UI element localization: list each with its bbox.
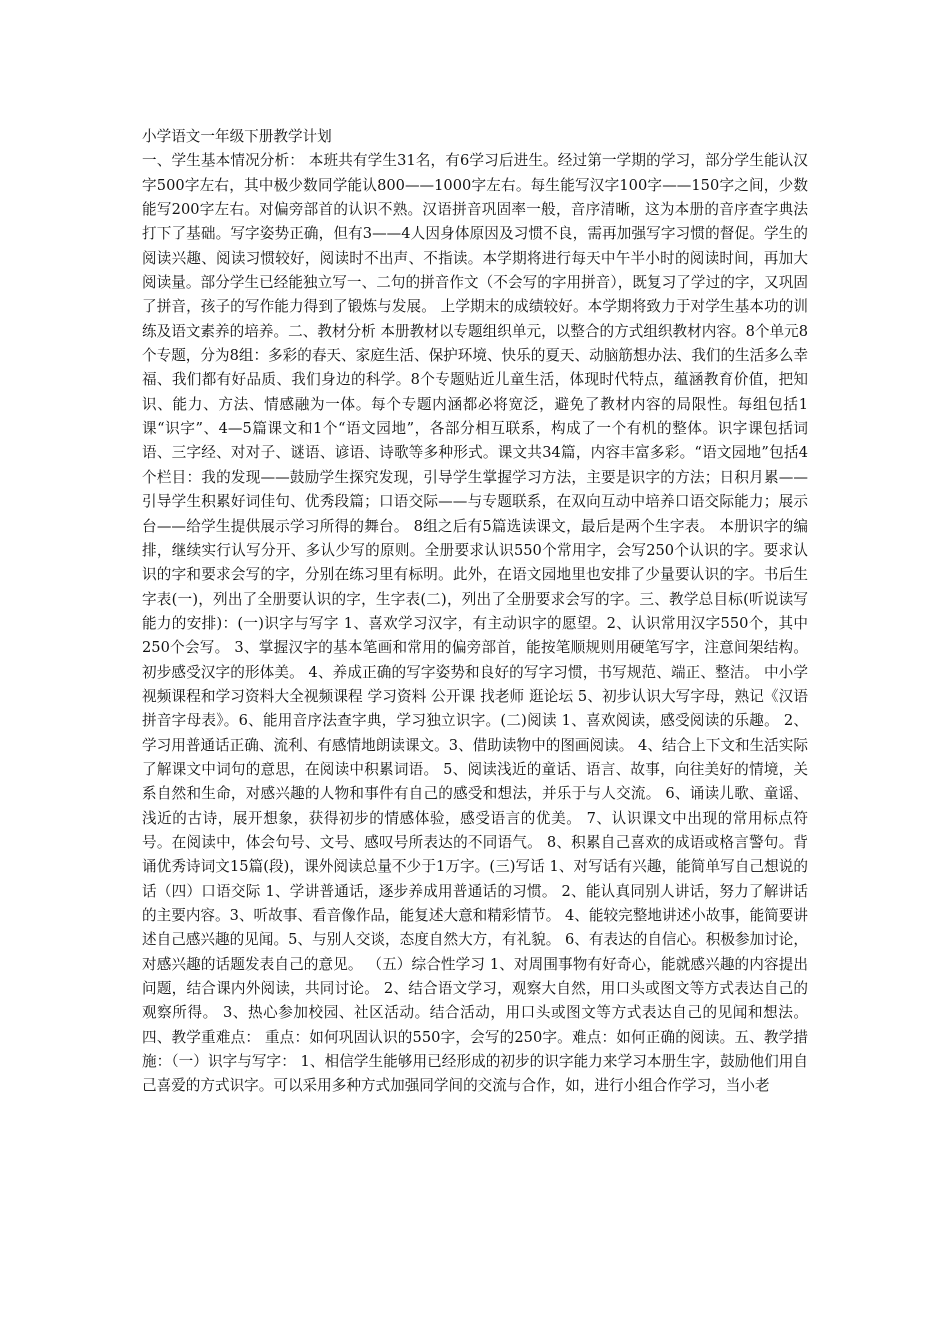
document-title: 小学语文一年级下册教学计划 [142, 128, 332, 145]
document-body-text: 一、学生基本情况分析： 本班共有学生31名，有6学习后进生。经过第一学期的学习，部分学生能认汉字500字左右，其中极少数同学能认800——1000字左右。每生能写汉字100字——150字之间，少数能写200字左右。对偏旁部首的认识不熟。汉语拼音巩固率一般，音序清晰，这为本册的音序查字典法打下了基础。写字姿势正确，但有3——4人因身体原因及习惯不良，需再加强写字习惯的督促。学生的阅读兴趣、阅读习惯较好，阅读时不出声、不指读。本学期将进行每天中午半小时的阅读时间，再加大阅读量。部分学生已经能独立写一、二句的拼音作文（不会写的字用拼音），既复习了学过的字，又巩固了拼音，孩子的写作能力得到了锻炼与发展。 上学期末的成绩较好。本学期将致力于对学生基本功的训练及语文素养的培养。二、教材分析 本册教材以专题组织单元，以整合的方式组织教材内容。8个单元8个专题，分为8组：多彩的春天、家庭生活、保护环境、快乐的夏天、动脑筋想办法、我们的生活多么幸福、我们都有好品质、我们身边的科学。8个专题贴近儿童生活，体现时代特点，蕴涵教育价值，把知识、能力、方法、情感融为一体。每个专题内涵都必将宽泛，避免了教材内容的局限性。每组包括1课“识字”、4—5篇课文和1个“语文园地”，各部分相互联系，构成了一个有机的整体。识字课包括词语、三字经、对对子、谜语、谚语、诗歌等多种形式。课文共34篇，内容丰富多彩。“语文园地”包括4个栏目：我的发现——鼓励学生探究发现，引导学生掌握学习方法，主要是识字的方法；日积月累——引导学生积累好词佳句、优秀段篇；口语交际——与专题联系，在双向互动中培养口语交际能力；展示台——给学生提供展示学习所得的舞台。 8组之后有5篇选读课文，最后是两个生字表。 本册识字的编排，继续实行认写分开、多认少写的原则。全册要求认识550个常用字，会写250个认识的字。要求认识的字和要求会写的字，分别在练习里有标明。此外，在语文园地里也安排了少量要认识的字。书后生字表(一)，列出了全册要认识的字，生字表(二)，列出了全册要求会写的字。三、教学总目标(听说读写能力的安排)：(一)识字与写字 1、喜欢学习汉字，有主动识字的愿望。2、认识常用汉字550个，其中250个会写。 3、掌握汉字的基本笔画和常用的偏旁部首，能按笔顺规则用硬笔写字，注意间架结构。初步感受汉字的形体美。 4、养成正确的写字姿势和良好的写字习惯，书写规范、端正、整洁。 中小学视频课程和学习资料大全视频课程 学习资料 公开课 找老师 逛论坛 5、初步认识大写字母，熟记《汉语拼音字母表》。6、能用音序法查字典，学习独立识字。(二)阅读 1、喜欢阅读，感受阅读的乐趣。 2、学习用普通话正确、流利、有感情地朗读课文。3、借助读物中的图画阅读。 4、结合上下文和生活实际了解课文中词句的意思，在阅读中积累词语。 5、阅读浅近的童话、语言、故事，向往美好的情境，关系自然和生命，对感兴趣的人物和事件有自己的感受和想法，并乐于与人交流。 6、诵读儿歌、童谣、浅近的古诗，展开想象，获得初步的情感体验，感受语言的优美。 7、认识课文中出现的常用标点符号。在阅读中，体会句号、文号、感叹号所表达的不同语气。 8、积累自己喜欢的成语或格言警句。背诵优秀诗词文15篇(段)，课外阅读总量不少于1万字。(三)写话 1、对写话有兴趣，能简单写自己想说的话（四）口语交际 1、学讲普通话，逐步养成用普通话的习惯。 2、能认真同别人讲话，努力了解讲话的主要内容。3、听故事、看音像作品，能复述大意和精彩情节。 4、能较完整地讲述小故事，能简要讲述自己感兴趣的见闻。5、与别人交谈，态度自然大方，有礼貌。 6、有表达的自信心。积极参加讨论，对感兴趣的话题发表自己的意见。 （五）综合性学习 1、对周围事物有好奇心，能就感兴趣的内容提出问题，结合课内外阅读，共同讨论。 2、结合语文学习，观察大自然，用口头或图文等方式表达自己的观察所得。 3、热心参加校园、社区活动。结合活动，用口头或图文等方式表达自己的见闻和想法。四、教学重难点： 重点：如何巩固认识的550字，会写的250字。难点：如何正确的阅读。五、教学措施：（一）识字与写字： 1、相信学生能够用已经形成的初步的识字能力来学习本册生字，鼓励他们用自己喜爱的方式识字。可以采用多种方式加强同学间的交流与合作，如，进行小组合作学习，当小老 [142, 152, 809, 1095]
document-body [142, 125, 808, 1099]
